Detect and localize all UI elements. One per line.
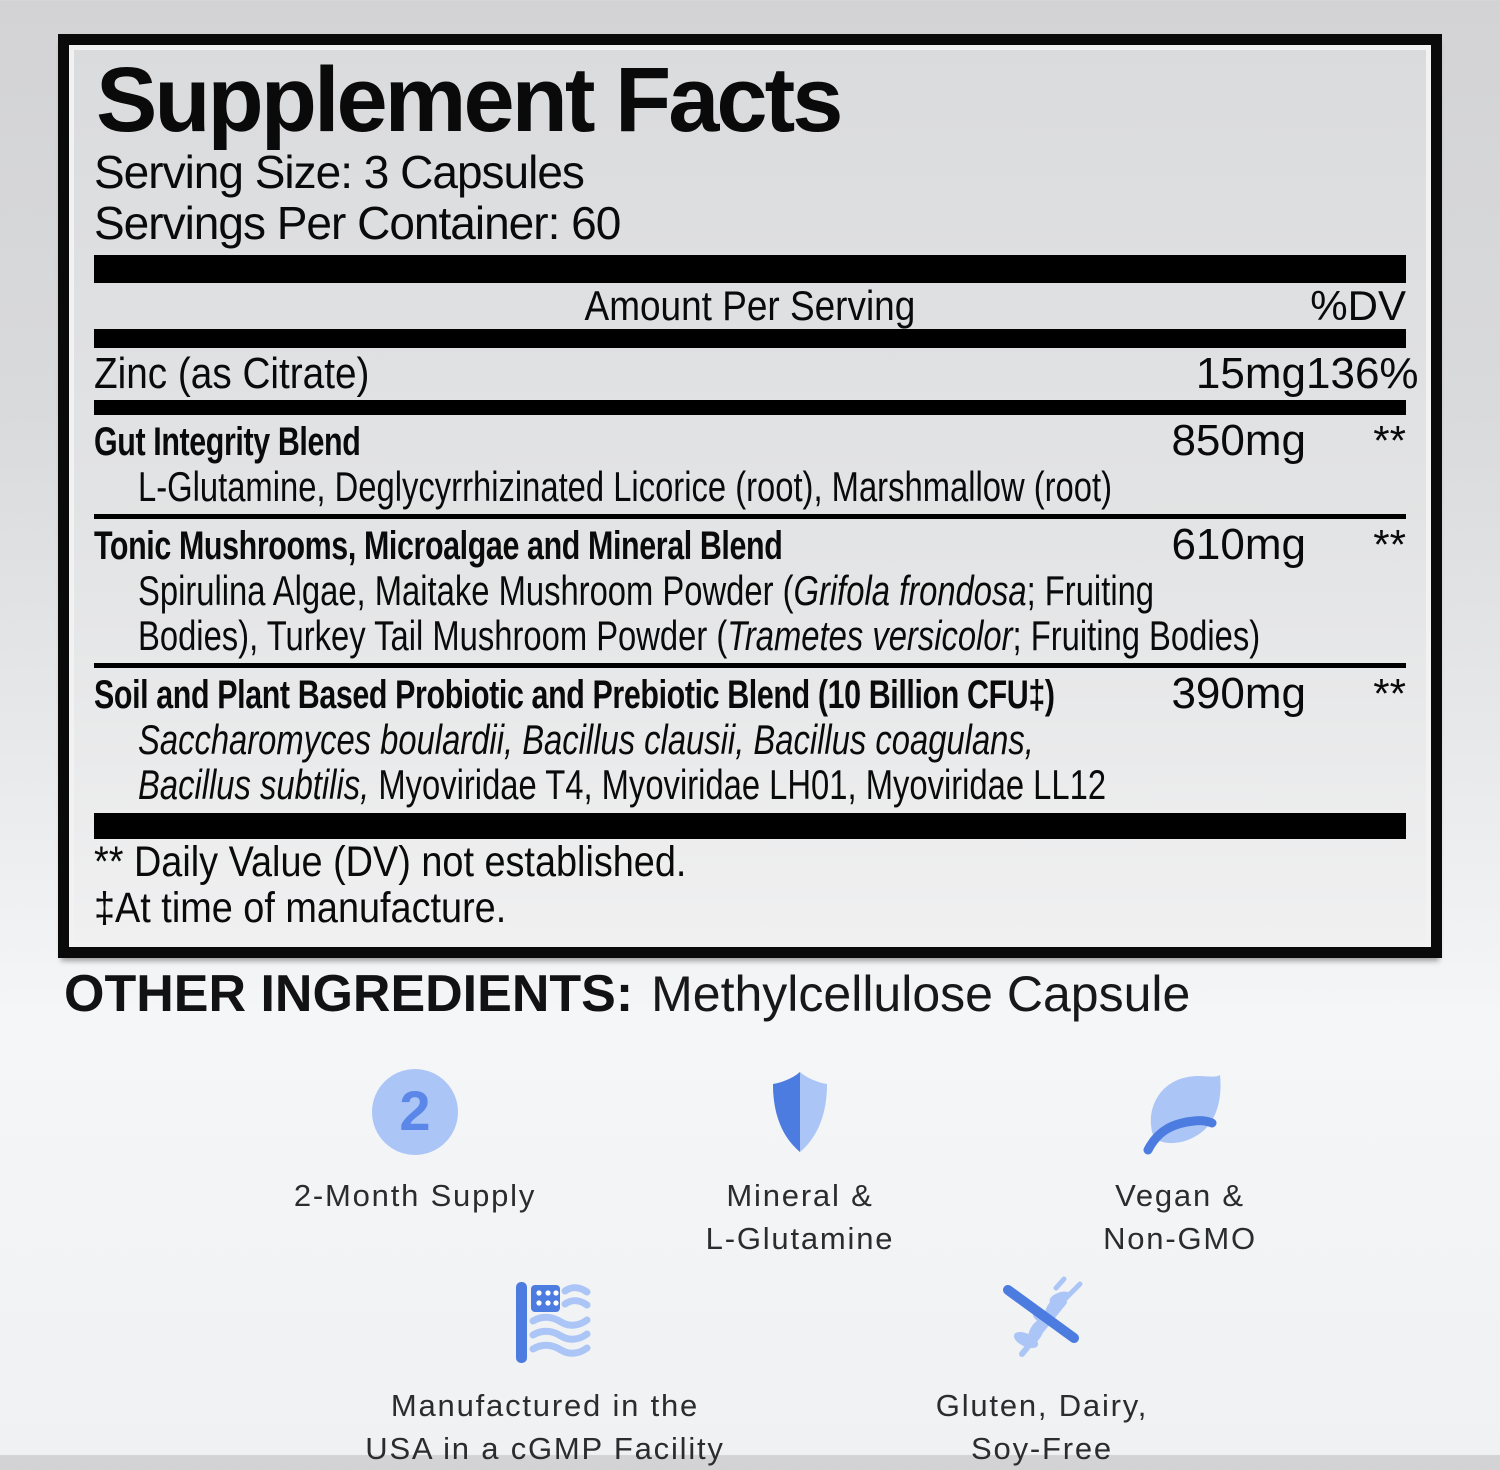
thick-divider-bottom: [94, 813, 1406, 839]
crossed-wheat-icon: [992, 1276, 1092, 1368]
other-ingredients-value: Methylcellulose Capsule: [651, 966, 1191, 1022]
blend-name: Soil and Plant Based Probiotic and Prebiotic Blend (10 Billion CFU‡): [94, 673, 1055, 717]
svg-text:2: 2: [399, 1079, 431, 1142]
blend-amount: 610mg: [1171, 520, 1306, 569]
amount-per-serving-header: Amount Per Serving: [584, 282, 916, 329]
two-month-circle-icon: [369, 1066, 461, 1158]
footnote-manufacture: ‡At time of manufacture.: [94, 884, 507, 932]
blend-row-gut-integrity: [94, 415, 1406, 464]
zinc-name: Zinc (as Citrate): [94, 349, 370, 398]
blend-row-probiotic-prebiotic: [94, 668, 1406, 717]
badge-label: Gluten, Dairy,: [935, 1388, 1149, 1423]
zinc-amount: 15mg: [1195, 349, 1306, 398]
blend-dv: **: [1373, 521, 1406, 568]
badge-label: Mineral &: [726, 1178, 874, 1213]
shield-icon: [754, 1066, 846, 1158]
blend-name: Gut Integrity Blend: [94, 420, 361, 464]
badge-label: USA in a cGMP Facility: [365, 1431, 725, 1466]
footnote-dv: ** Daily Value (DV) not established.: [94, 838, 687, 886]
badge-label: Soy-Free: [971, 1431, 1113, 1466]
servings-per-container: Servings Per Container: 60: [94, 197, 621, 249]
serving-size: Serving Size: 3 Capsules: [94, 146, 584, 198]
supplement-facts-panel: [58, 34, 1442, 958]
blend-row-tonic-mushrooms: [94, 519, 1406, 568]
thin-divider: [94, 329, 1406, 348]
thick-divider-top: [94, 255, 1406, 283]
blend-ingredients-line: Bacillus subtilis, Myoviridae T4, Myoviridae LH01, Myoviridae LL12: [138, 761, 1107, 808]
blend-dv: **: [1373, 417, 1406, 464]
badge-allergen-free: [832, 1276, 1252, 1470]
medium-divider: [94, 400, 1406, 415]
badge-label: Manufactured in the: [390, 1388, 700, 1423]
zinc-dv: 136%: [1306, 349, 1419, 398]
blend-ingredients-line: L-Glutamine, Deglycyrrhizinated Licorice (root), Marshmallow (root): [138, 463, 1113, 510]
blend-amount: 390mg: [1171, 669, 1306, 718]
panel-title: Supplement Facts: [96, 49, 841, 151]
blend-dv: **: [1373, 670, 1406, 717]
other-ingredients-label: OTHER INGREDIENTS:: [64, 965, 634, 1023]
badge-label: 2-Month Supply: [293, 1178, 537, 1213]
other-ingredients: [64, 964, 1190, 1024]
leaf-icon: [1134, 1066, 1226, 1158]
blend-ingredients-line: Saccharomyces boulardii, Bacillus clausii, Bacillus coagulans,: [138, 716, 1034, 763]
blend-amount: 850mg: [1171, 416, 1306, 465]
badge-label: Vegan &: [1115, 1178, 1245, 1213]
badge-made-in-usa: [335, 1276, 755, 1470]
badge-label: L-Glutamine: [705, 1221, 895, 1256]
column-header-row: [94, 283, 1406, 329]
badge-vegan-non-gmo: [970, 1066, 1390, 1260]
nutrient-row-zinc: [94, 348, 1419, 400]
blend-ingredients-line: Bodies), Turkey Tail Mushroom Powder (Trametes versicolor; Fruiting Bodies): [138, 612, 1261, 659]
badge-two-month-supply: [205, 1066, 625, 1217]
blend-ingredients-line: Spirulina Algae, Maitake Mushroom Powder (Grifola frondosa; Fruiting: [138, 567, 1155, 614]
dv-header: %DV: [1310, 282, 1406, 329]
badge-label: Non-GMO: [1103, 1221, 1257, 1256]
blend-name: Tonic Mushrooms, Microalgae and Mineral Blend: [94, 524, 783, 568]
usa-flag-icon: [499, 1276, 591, 1368]
badge-mineral-glutamine: [590, 1066, 1010, 1260]
